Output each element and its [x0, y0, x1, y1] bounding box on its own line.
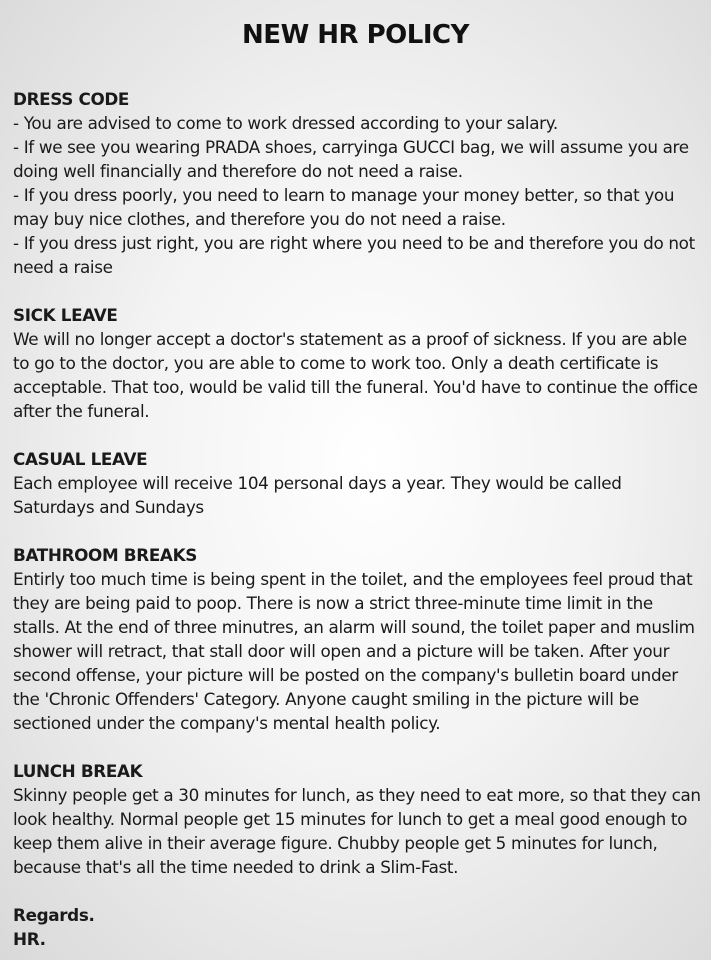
section-bathroom-breaks: [13, 543, 703, 735]
signoff: [13, 903, 703, 951]
policy-line: - You are advised to come to work dressed according to your salary.: [13, 113, 558, 133]
section-heading: DRESS CODE: [13, 89, 130, 109]
signoff-from: HR.: [13, 929, 46, 949]
section-text: We will no longer accept a doctor's statement as a proof of sickness. If you are able to go to the doctor, you are able to come to work too. Only a death certificate is acceptable. That too, would be valid till the funeral. You'd have to continue the office after the funeral.: [13, 329, 698, 421]
document-body: [13, 87, 703, 951]
section-heading: LUNCH BREAK: [13, 761, 143, 781]
policy-line: - If you dress just right, you are right where you need to be and therefore you do not need a raise: [13, 233, 695, 277]
section-sick-leave: [13, 303, 703, 423]
section-heading: BATHROOM BREAKS: [13, 545, 197, 565]
section-text: Each employee will receive 104 personal days a year. They would be called Saturdays and Sundays: [13, 473, 622, 517]
section-dress-code: [13, 87, 703, 279]
signoff-regards: Regards.: [13, 905, 95, 925]
section-casual-leave: [13, 447, 703, 519]
section-heading: CASUAL LEAVE: [13, 449, 148, 469]
policy-line: - If we see you wearing PRADA shoes, carryinga GUCCI bag, we will assume you are doing well financially and therefore do not need a raise.: [13, 137, 689, 181]
document-title: NEW HR POLICY: [242, 20, 469, 50]
section-lunch-break: [13, 759, 703, 879]
section-text: Entirly too much time is being spent in the toilet, and the employees feel proud that they are being paid to poop. There is now a strict three-minute time limit in the stalls. At the end of three minutres, an alarm will sound, the toilet paper and muslim shower will retract, that stall door will open and a picture will be taken. After your second offense, your picture will be posted on the company's bulletin board under the 'Chronic Offenders' Category. Anyone caught smiling in the picture will be sectioned under the company's mental health policy.: [13, 569, 695, 733]
section-text: Skinny people get a 30 minutes for lunch, as they need to eat more, so that they can look healthy. Normal people get 15 minutes for lunch to get a meal good enough to keep them alive in their average figure. Chubby people get 5 minutes for lunch, because that's all the time needed to drink a Slim-Fast.: [13, 785, 701, 877]
policy-line: - If you dress poorly, you need to learn to manage your money better, so that you may buy nice clothes, and therefore you do not need a raise.: [13, 185, 675, 229]
section-heading: SICK LEAVE: [13, 305, 118, 325]
